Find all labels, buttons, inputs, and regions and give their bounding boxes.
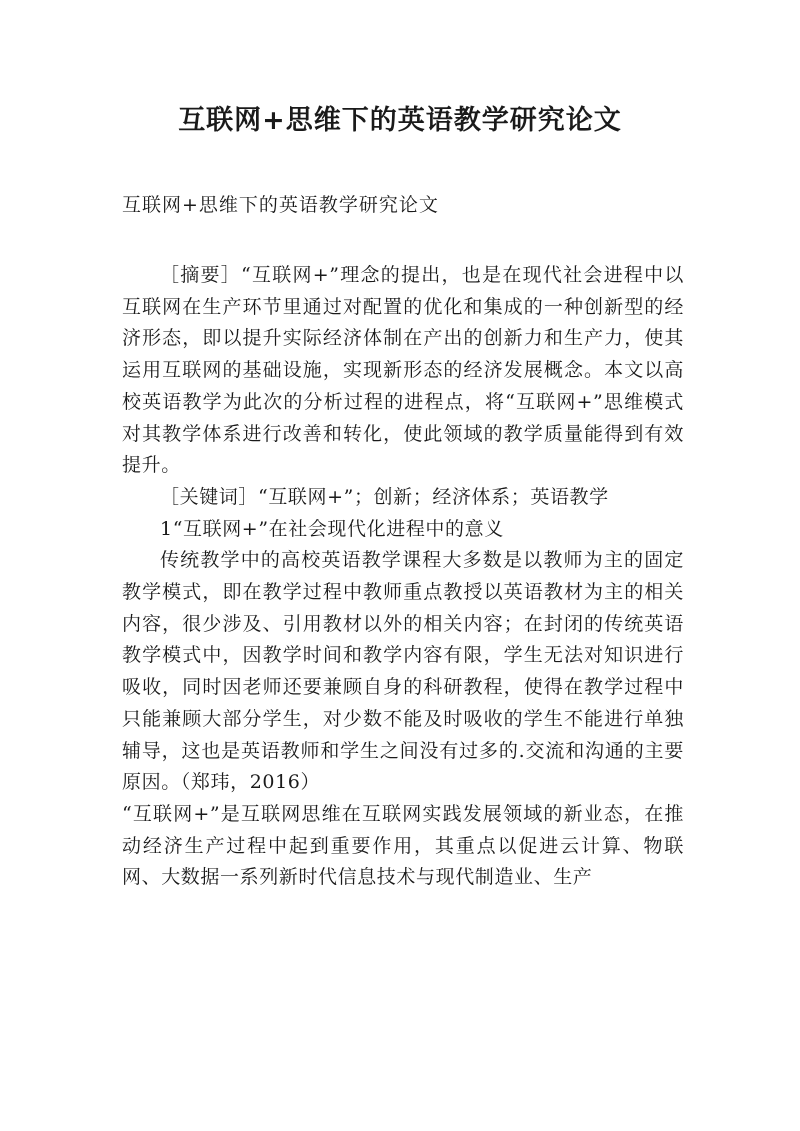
abstract-paragraph: ［摘要］“互联网+”理念的提出，也是在现代社会进程中以互联网在生产环节里通过对配置的优化和集成的一种创新型的经济形态，即以提升实际经济体制在产出的创新力和生产力，使其运用互联网的基础设施，实现新形态的经济发展概念。本文以高校英语教学为此次的分析过程的进程点，将“互联网+”思维模式对其教学体系进行改善和转化，使此领域的教学质量能得到有效提升。 (122, 264, 684, 477)
keywords-line: ［关键词］“互联网+”；创新；经济体系；英语教学 (160, 485, 609, 508)
body-paragraph: 传统教学中的高校英语教学课程大多数是以教师为主的固定教学模式，即在教学过程中教师重点教授以英语教材为主的相关内容，很少涉及、引用教材以外的相关内容；在封闭的传统英语教学模式中，因教学时间和教学内容有限，学生无法对知识进行吸收，同时因老师还要兼顾自身的科研教程，使得在教学过程中只能兼顾大部分学生，对少数不能及时吸收的学生不能进行单独辅导，这也是英语教师和学生之间没有过多的.交流和沟通的主要原因。（郑玮，2016） (122, 549, 684, 794)
document-body (122, 260, 684, 894)
document-title: 互联网+思维下的英语教学研究论文 (178, 105, 622, 136)
document-subtitle: 互联网+思维下的英语教学研究论文 (122, 194, 439, 216)
section-heading: 1“互联网+”在社会现代化进程中的意义 (160, 517, 504, 540)
body-paragraph: “互联网+”是互联网思维在互联网实践发展领域的新业态，在推动经济生产过程中起到重要作用，其重点以促进云计算、物联网、大数据一系列新时代信息技术与现代制造业、生产 (122, 802, 684, 889)
